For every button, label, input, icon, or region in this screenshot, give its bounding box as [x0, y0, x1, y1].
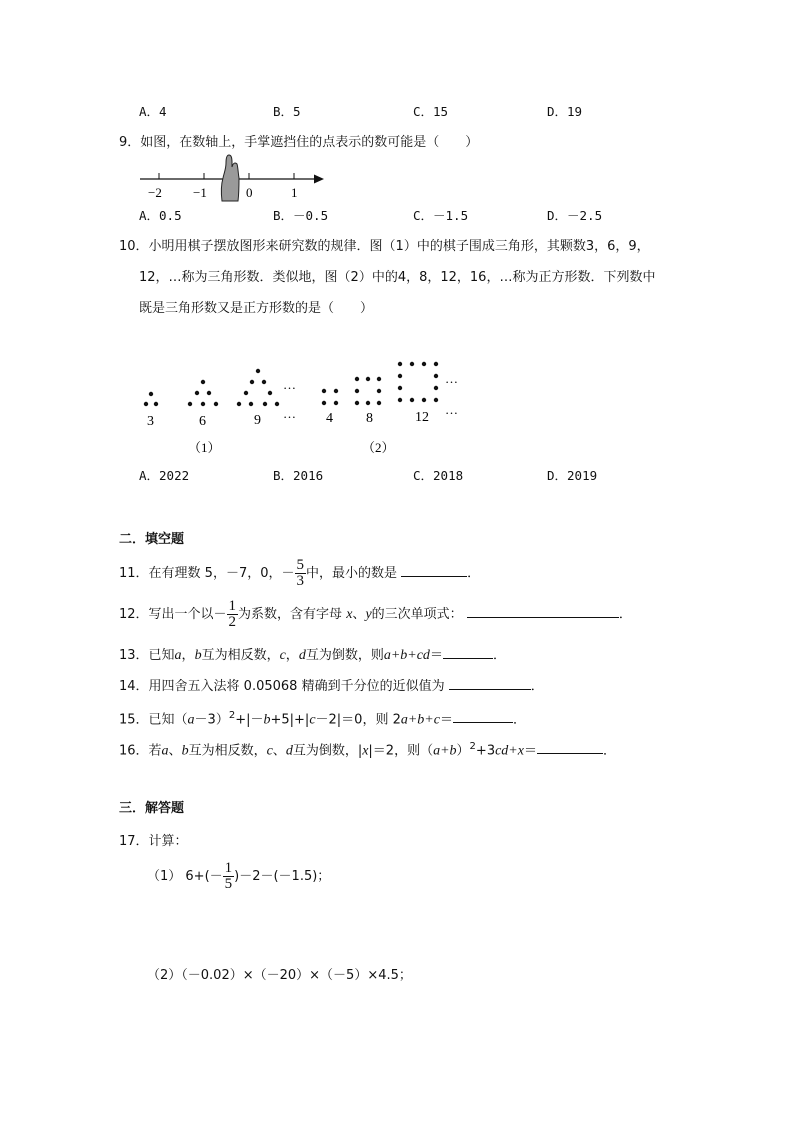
q16: [119, 739, 616, 759]
q10-stem-line3: 既是三角形数又是正方形数的是（ ）: [139, 301, 374, 316]
q9-option-d: D．－2.5: [547, 208, 603, 223]
q16-text-9: ＝: [523, 743, 537, 759]
q14-end: ．: [530, 679, 544, 694]
q13-text-6: ＝: [429, 648, 443, 663]
q16-exponent: 2: [469, 741, 476, 752]
q9-stem: 9．如图，在数轴上，手掌遮挡住的点表示的数可能是（ ）: [119, 135, 479, 150]
q14: [119, 677, 544, 695]
tick-label-minus-1: −1: [193, 185, 207, 200]
q17-part1: [147, 860, 330, 894]
label-3: 3: [147, 414, 154, 429]
q13-end: ．: [492, 648, 506, 663]
fig2-caption: （2）: [362, 440, 395, 455]
q15-text-6: ＝: [439, 712, 453, 728]
q17-frac-den: 5: [224, 876, 233, 892]
q13-var-a: a: [174, 648, 182, 663]
fig1-caption: （1）: [188, 440, 221, 455]
q12: [119, 598, 632, 632]
q17-part1-suffix: )－2－(－1.5)；: [234, 869, 331, 884]
q11-end: ．: [467, 566, 481, 581]
square-12-dots: [398, 362, 438, 402]
q10-option-b: B．2016: [273, 468, 324, 483]
q9-option-b: B．－0.5: [273, 208, 329, 223]
q12-answer-blank[interactable]: [467, 605, 619, 618]
q16-var-c: c: [266, 743, 273, 759]
q9-option-a: A．0.5: [139, 208, 182, 223]
q12-end: ．: [618, 607, 632, 622]
q16-text-6: |＝2，则（: [368, 743, 434, 759]
q11-prefix: 11．在有理数 5，－7，0，－: [119, 566, 295, 581]
q15-text-2: －3）: [194, 712, 229, 728]
q11-suffix: 中，最小的数是: [306, 566, 398, 581]
q9-number-line: [138, 152, 338, 204]
q12-var-x: x: [346, 607, 353, 622]
tick-label-0: 0: [246, 185, 253, 200]
q17-part1-fraction: [223, 861, 235, 892]
q16-expr-cdx: cd+x: [495, 743, 524, 759]
triangle-ellipsis-top: …: [283, 377, 296, 392]
q12-suffix-a: 为系数，含有字母: [238, 607, 343, 622]
triangle-ellipsis-bottom: …: [283, 406, 296, 421]
q12-frac-den: 2: [228, 614, 237, 630]
section-solutions-title: 三．解答题: [119, 801, 185, 816]
q13-var-c: c: [279, 648, 286, 663]
q13-var-d: d: [298, 648, 306, 663]
q13-expression: a+b+cd: [383, 648, 430, 663]
q16-text-4: 、: [272, 743, 286, 759]
q15-expression: a+b+c: [400, 712, 440, 728]
q16-var-x: x: [362, 743, 369, 759]
q16-text-1: 16．若: [119, 743, 162, 759]
q17-stem: 17．计算：: [119, 834, 188, 849]
q13-var-b: b: [194, 648, 202, 663]
q16-text-2: 、: [168, 743, 182, 759]
hand-palm-icon: [221, 155, 239, 201]
q16-text-7: ）: [456, 743, 470, 759]
q10-option-c: C．2018: [413, 468, 464, 483]
q15-end: ．: [512, 712, 526, 728]
label-8: 8: [366, 411, 373, 426]
q15-answer-blank[interactable]: [453, 710, 513, 723]
square-ellipsis-top: …: [445, 371, 458, 386]
q15: [119, 708, 526, 728]
q11-frac-den: 3: [296, 573, 304, 589]
q13: [119, 646, 506, 664]
tick-label-minus-2: −2: [148, 185, 162, 200]
q12-prefix: 12．写出一个以－: [119, 607, 227, 622]
q15-text-5: －2|＝0，则 2: [315, 712, 401, 728]
q16-end: ．: [602, 743, 616, 759]
q12-frac-num: 1: [228, 598, 237, 614]
q13-text-5: 互为倒数，则: [305, 648, 384, 663]
q16-text-3: 互为相反数，: [188, 743, 267, 759]
section-fill-in-title: 二．填空题: [119, 532, 185, 547]
square-ellipsis-bottom: …: [445, 402, 458, 417]
q17-part2: （2）（－0.02）×（－20）×（－5）×4.5；: [147, 968, 412, 983]
q8-option-d: D．19: [547, 104, 583, 119]
q17-part1-prefix: （1） 6+(－: [147, 869, 223, 884]
q11: [119, 557, 480, 591]
q14-answer-blank[interactable]: [449, 677, 531, 690]
q16-var-a: a: [161, 743, 169, 759]
triangle-3-dots: [144, 392, 158, 406]
label-9: 9: [254, 413, 261, 428]
q10-stem-line2: 12，…称为三角形数．类似地，图（2）中的4，8，12，16，…称为正方形数．下列数中: [139, 270, 656, 285]
q13-answer-blank[interactable]: [443, 646, 493, 659]
q13-text-1: 13．已知: [119, 648, 175, 663]
q9-option-c: C．－1.5: [413, 208, 469, 223]
q16-text-5: 互为倒数，|: [292, 743, 363, 759]
label-6: 6: [199, 414, 206, 429]
q12-fraction: [227, 599, 239, 630]
q16-var-d: d: [285, 743, 293, 759]
q16-expr-ab: a+b: [433, 743, 457, 759]
q12-sep: 、: [352, 607, 366, 622]
square-8-dots: [355, 377, 381, 405]
q16-text-8: +3: [475, 743, 496, 759]
q11-fraction: [295, 558, 307, 589]
label-4: 4: [326, 411, 333, 426]
q14-text: 14．用四舍五入法将 0.05068 精确到千分位的近似值为: [119, 679, 445, 694]
q16-answer-blank[interactable]: [537, 741, 603, 754]
tick-label-1: 1: [291, 185, 298, 200]
q8-option-a: A．4: [139, 104, 167, 119]
triangle-9-dots: [237, 369, 279, 406]
q10-option-d: D．2019: [547, 468, 598, 483]
arrow-head-icon: [314, 175, 324, 184]
triangle-6-dots: [188, 380, 218, 406]
q13-text-2: ，: [181, 648, 195, 663]
square-4-dots: [322, 389, 338, 405]
q15-text-3: +|－: [235, 712, 264, 728]
q12-var-y: y: [365, 607, 372, 622]
q15-text-4: +5|+|: [270, 712, 310, 728]
q17-frac-num: 1: [224, 860, 233, 876]
q15-var-c: c: [309, 712, 316, 728]
q11-answer-blank[interactable]: [401, 564, 467, 577]
q15-var-b: b: [263, 712, 271, 728]
q10-stem-line1: 10．小明用棋子摆放图形来研究数的规律．图（1）中的棋子围成三角形，其颗数3，6，9，: [119, 239, 650, 254]
q15-text-1: 15．已知（: [119, 712, 188, 728]
q10-option-a: A．2022: [139, 468, 190, 483]
label-12: 12: [415, 410, 429, 425]
q13-text-4: ，: [285, 648, 299, 663]
q13-text-3: 互为相反数，: [201, 648, 280, 663]
q8-option-b: B．5: [273, 104, 301, 119]
q15-var-a: a: [187, 712, 195, 728]
q8-option-c: C．15: [413, 104, 449, 119]
q12-suffix-b: 的三次单项式：: [371, 607, 463, 622]
q11-frac-num: 5: [296, 557, 304, 573]
q16-var-b: b: [181, 743, 189, 759]
q10-figure: [138, 355, 478, 455]
q15-exponent: 2: [228, 710, 236, 721]
